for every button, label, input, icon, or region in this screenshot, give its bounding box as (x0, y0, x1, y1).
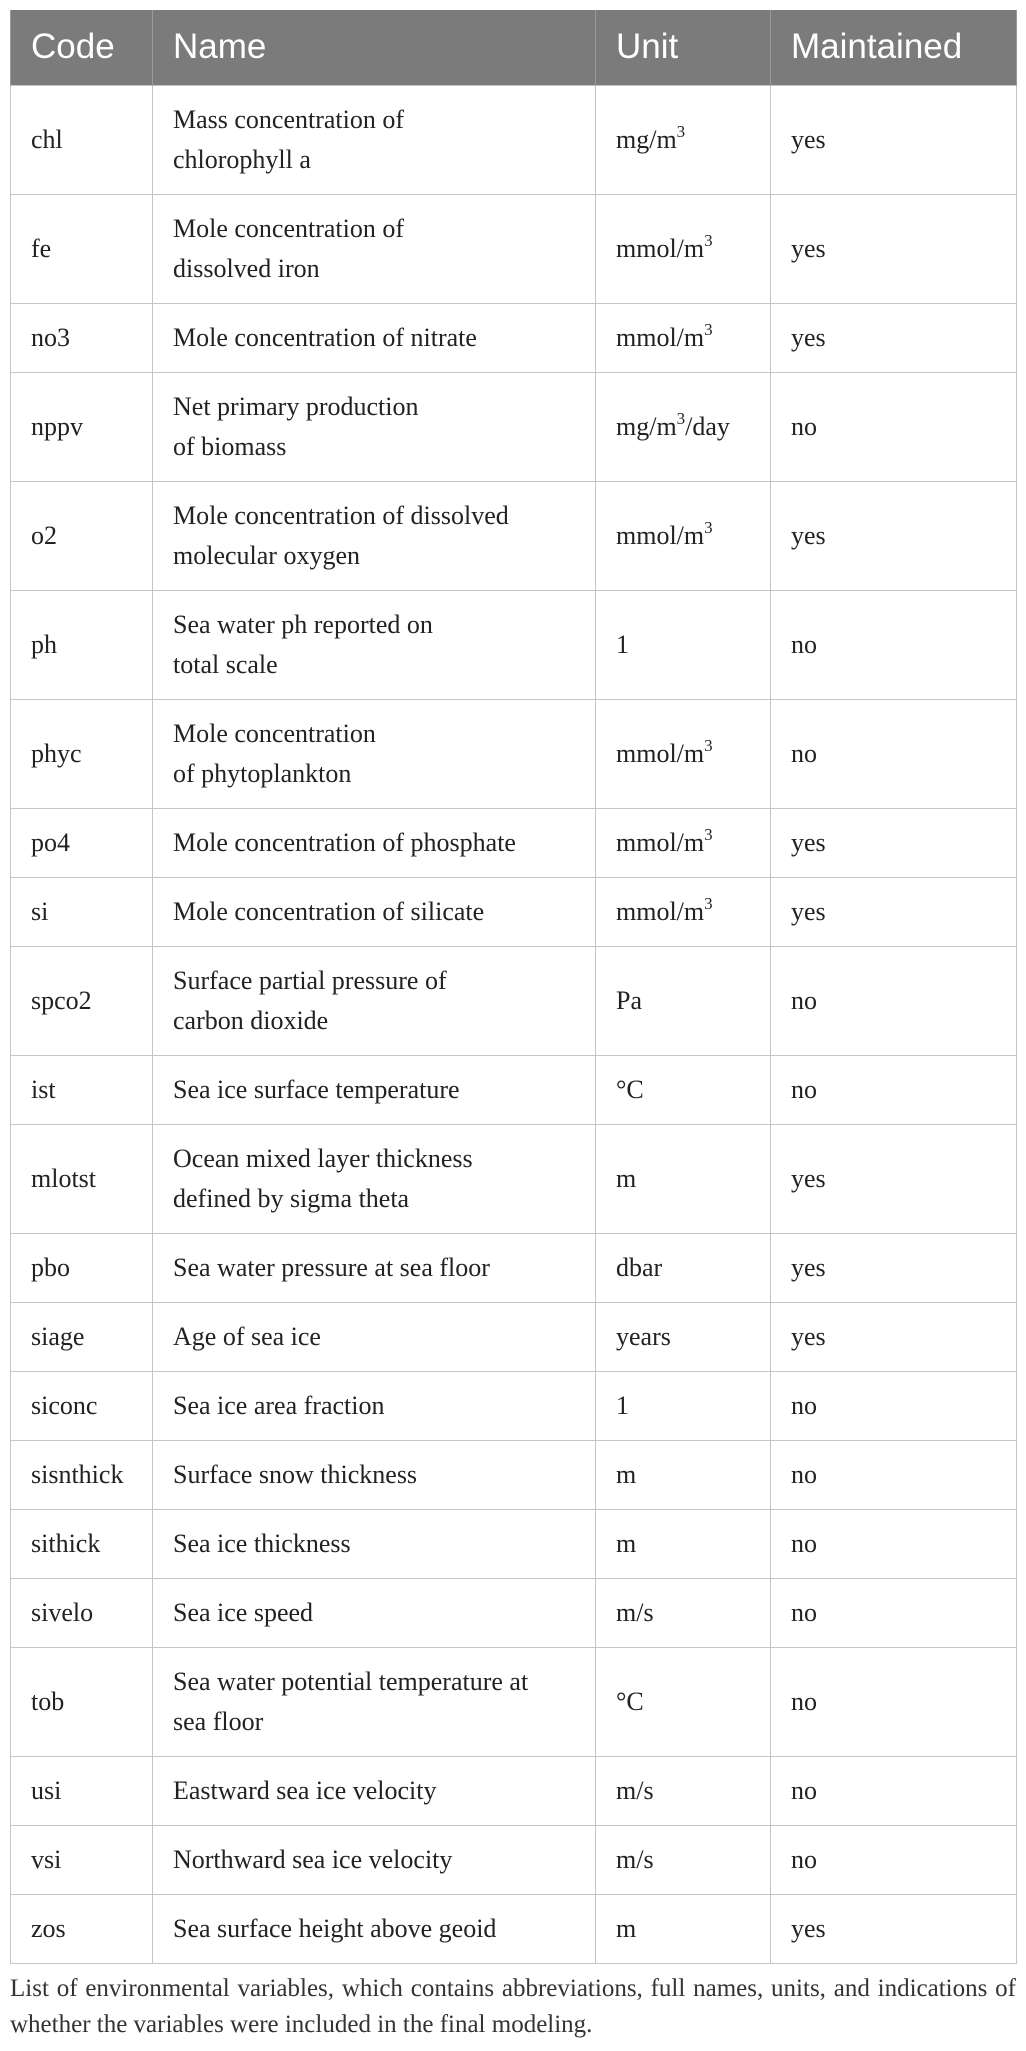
header-code: Code (11, 10, 153, 85)
cell-name-line: Mole concentration of (173, 213, 405, 243)
cell-name-line: Mole concentration (173, 718, 376, 748)
unit-exponent: 3 (704, 319, 713, 339)
cell-maintained: no (771, 372, 1017, 481)
cell-name (153, 194, 596, 303)
cell-unit (596, 303, 771, 372)
unit-base: m (616, 1528, 637, 1558)
cell-name (153, 1825, 596, 1894)
cell-code: fe (11, 194, 153, 303)
cell-code: phyc (11, 699, 153, 808)
cell-name (153, 590, 596, 699)
cell-name-line: Sea ice speed (173, 1597, 314, 1627)
cell-name-line: Surface partial pressure of (173, 965, 447, 995)
cell-code: si (11, 877, 153, 946)
unit-base: mmol/m (616, 520, 705, 550)
table-row (11, 1233, 1017, 1302)
cell-name-line: Surface snow thickness (173, 1459, 418, 1489)
cell-unit (596, 1825, 771, 1894)
unit-base: 1 (616, 629, 629, 659)
table-row (11, 1509, 1017, 1578)
cell-unit (596, 372, 771, 481)
table-row (11, 303, 1017, 372)
unit-base: m/s (616, 1775, 654, 1805)
cell-name-line: molecular oxygen (173, 540, 360, 570)
cell-name (153, 1302, 596, 1371)
cell-name (153, 1756, 596, 1825)
table-row (11, 1825, 1017, 1894)
table-row (11, 1302, 1017, 1371)
cell-unit (596, 1371, 771, 1440)
cell-name (153, 1440, 596, 1509)
cell-name-line: Sea water potential temperature at (173, 1666, 529, 1696)
cell-unit (596, 194, 771, 303)
unit-exponent: 3 (676, 121, 686, 141)
cell-unit (596, 1302, 771, 1371)
unit-exponent: 3 (704, 735, 713, 755)
table-row (11, 1647, 1017, 1756)
cell-maintained: yes (771, 877, 1017, 946)
cell-name-line: carbon dioxide (173, 1005, 329, 1035)
cell-name-line: Eastward sea ice velocity (173, 1775, 437, 1805)
cell-code: no3 (11, 303, 153, 372)
cell-name (153, 877, 596, 946)
cell-code: tob (11, 1647, 153, 1756)
table-row (11, 699, 1017, 808)
cell-name-line: Ocean mixed layer thickness (173, 1143, 473, 1173)
cell-maintained: no (771, 946, 1017, 1055)
cell-code: sisnthick (11, 1440, 153, 1509)
table-row (11, 808, 1017, 877)
table-row (11, 877, 1017, 946)
cell-name-line: Mole concentration of phosphate (173, 827, 516, 857)
cell-name-line: sea floor (173, 1706, 264, 1736)
cell-name (153, 1509, 596, 1578)
cell-maintained: yes (771, 303, 1017, 372)
table-row (11, 1440, 1017, 1509)
cell-maintained: no (771, 590, 1017, 699)
cell-name-line: defined by sigma theta (173, 1183, 410, 1213)
cell-maintained: yes (771, 481, 1017, 590)
cell-maintained: no (771, 1756, 1017, 1825)
cell-code: o2 (11, 481, 153, 590)
cell-name (153, 808, 596, 877)
unit-suffix: /day (685, 411, 730, 441)
unit-base: °C (616, 1686, 644, 1716)
unit-base: Pa (616, 985, 642, 1015)
cell-code: ist (11, 1055, 153, 1124)
table-row (11, 1578, 1017, 1647)
unit-base: mmol/m (616, 896, 705, 926)
unit-base: mg/m (616, 124, 677, 154)
cell-unit (596, 590, 771, 699)
unit-base: dbar (616, 1252, 663, 1282)
cell-code: sithick (11, 1509, 153, 1578)
table-row (11, 946, 1017, 1055)
cell-unit (596, 1440, 771, 1509)
header-unit: Unit (596, 10, 771, 85)
cell-code: siconc (11, 1371, 153, 1440)
cell-name-line: Sea ice thickness (173, 1528, 351, 1558)
cell-name (153, 946, 596, 1055)
cell-code: siage (11, 1302, 153, 1371)
unit-exponent: 3 (704, 893, 713, 913)
unit-exponent: 3 (704, 824, 713, 844)
cell-name (153, 481, 596, 590)
table-row (11, 1124, 1017, 1233)
cell-maintained: no (771, 1647, 1017, 1756)
cell-name (153, 372, 596, 481)
header-name: Name (153, 10, 596, 85)
unit-base: m/s (616, 1844, 654, 1874)
cell-name-line: Sea surface height above geoid (173, 1913, 497, 1943)
table-row (11, 1894, 1017, 1963)
table-header-row (11, 10, 1017, 85)
cell-name (153, 1124, 596, 1233)
unit-base: m (616, 1913, 637, 1943)
cell-name-line: Sea water ph reported on (173, 609, 433, 639)
cell-code: ph (11, 590, 153, 699)
cell-unit (596, 1894, 771, 1963)
cell-unit (596, 481, 771, 590)
cell-name (153, 1371, 596, 1440)
cell-name-line: Sea ice area fraction (173, 1390, 385, 1420)
cell-code: usi (11, 1756, 153, 1825)
cell-name-line: Mole concentration of dissolved (173, 500, 509, 530)
cell-name (153, 1647, 596, 1756)
unit-base: m (616, 1163, 637, 1193)
unit-base: m (616, 1459, 637, 1489)
cell-unit (596, 1055, 771, 1124)
cell-name-line: chlorophyll a (173, 144, 311, 174)
table-row (11, 1371, 1017, 1440)
cell-maintained: yes (771, 1124, 1017, 1233)
cell-name-line: Mass concentration of (173, 104, 405, 134)
cell-name-line: dissolved iron (173, 253, 320, 283)
table-row (11, 1756, 1017, 1825)
table-row (11, 85, 1017, 194)
cell-code: chl (11, 85, 153, 194)
cell-name-line: of phytoplankton (173, 758, 352, 788)
cell-maintained: yes (771, 1894, 1017, 1963)
cell-unit (596, 1124, 771, 1233)
cell-unit (596, 808, 771, 877)
cell-code: zos (11, 1894, 153, 1963)
unit-exponent: 3 (704, 230, 713, 250)
cell-name-line: Net primary production (173, 391, 419, 421)
cell-code: vsi (11, 1825, 153, 1894)
cell-name-line: Northward sea ice velocity (173, 1844, 453, 1874)
cell-unit (596, 1578, 771, 1647)
unit-base: mmol/m (616, 233, 705, 263)
unit-exponent: 3 (704, 517, 713, 537)
table-row (11, 194, 1017, 303)
cell-name (153, 1233, 596, 1302)
table-caption: List of environmental variables, which contains abbreviations, full names, units, and indications of whether the variables were included in the final modeling. (10, 1975, 1016, 2038)
cell-unit (596, 1233, 771, 1302)
cell-code: spco2 (11, 946, 153, 1055)
cell-maintained: no (771, 699, 1017, 808)
cell-name (153, 303, 596, 372)
cell-name-line: Sea water pressure at sea floor (173, 1252, 490, 1282)
cell-unit (596, 877, 771, 946)
header-maintained: Maintained (771, 10, 1017, 85)
cell-name-line: of biomass (173, 431, 287, 461)
cell-name-line: Mole concentration of silicate (173, 896, 485, 926)
cell-name (153, 1894, 596, 1963)
unit-base: mmol/m (616, 827, 705, 857)
cell-name (153, 85, 596, 194)
cell-maintained: yes (771, 194, 1017, 303)
cell-unit (596, 946, 771, 1055)
cell-name (153, 1055, 596, 1124)
cell-unit (596, 85, 771, 194)
cell-maintained: yes (771, 808, 1017, 877)
table-row (11, 481, 1017, 590)
cell-name (153, 699, 596, 808)
cell-maintained: yes (771, 85, 1017, 194)
cell-maintained: no (771, 1825, 1017, 1894)
unit-exponent: 3 (676, 408, 686, 428)
table-body (11, 85, 1017, 1963)
cell-maintained: no (771, 1509, 1017, 1578)
cell-code: po4 (11, 808, 153, 877)
cell-unit (596, 1647, 771, 1756)
cell-maintained: no (771, 1371, 1017, 1440)
unit-base: mg/m (616, 411, 677, 441)
cell-maintained: no (771, 1440, 1017, 1509)
variables-table-container (10, 10, 1016, 1964)
cell-code: pbo (11, 1233, 153, 1302)
cell-unit (596, 699, 771, 808)
cell-code: nppv (11, 372, 153, 481)
cell-code: mlotst (11, 1124, 153, 1233)
cell-name-line: Mole concentration of nitrate (173, 322, 477, 352)
unit-base: years (616, 1321, 671, 1351)
table-row (11, 372, 1017, 481)
cell-name-line: total scale (173, 649, 278, 679)
cell-maintained: no (771, 1578, 1017, 1647)
cell-name-line: Age of sea ice (173, 1321, 321, 1351)
unit-base: m/s (616, 1597, 654, 1627)
cell-name-line: Sea ice surface temperature (173, 1074, 460, 1104)
cell-unit (596, 1756, 771, 1825)
table-row (11, 590, 1017, 699)
cell-unit (596, 1509, 771, 1578)
table-row (11, 1055, 1017, 1124)
cell-name (153, 1578, 596, 1647)
unit-base: mmol/m (616, 738, 705, 768)
unit-base: °C (616, 1074, 644, 1104)
unit-base: 1 (616, 1390, 629, 1420)
cell-maintained: yes (771, 1302, 1017, 1371)
cell-maintained: no (771, 1055, 1017, 1124)
cell-maintained: yes (771, 1233, 1017, 1302)
unit-base: mmol/m (616, 322, 705, 352)
variables-table (10, 10, 1017, 1964)
cell-code: sivelo (11, 1578, 153, 1647)
